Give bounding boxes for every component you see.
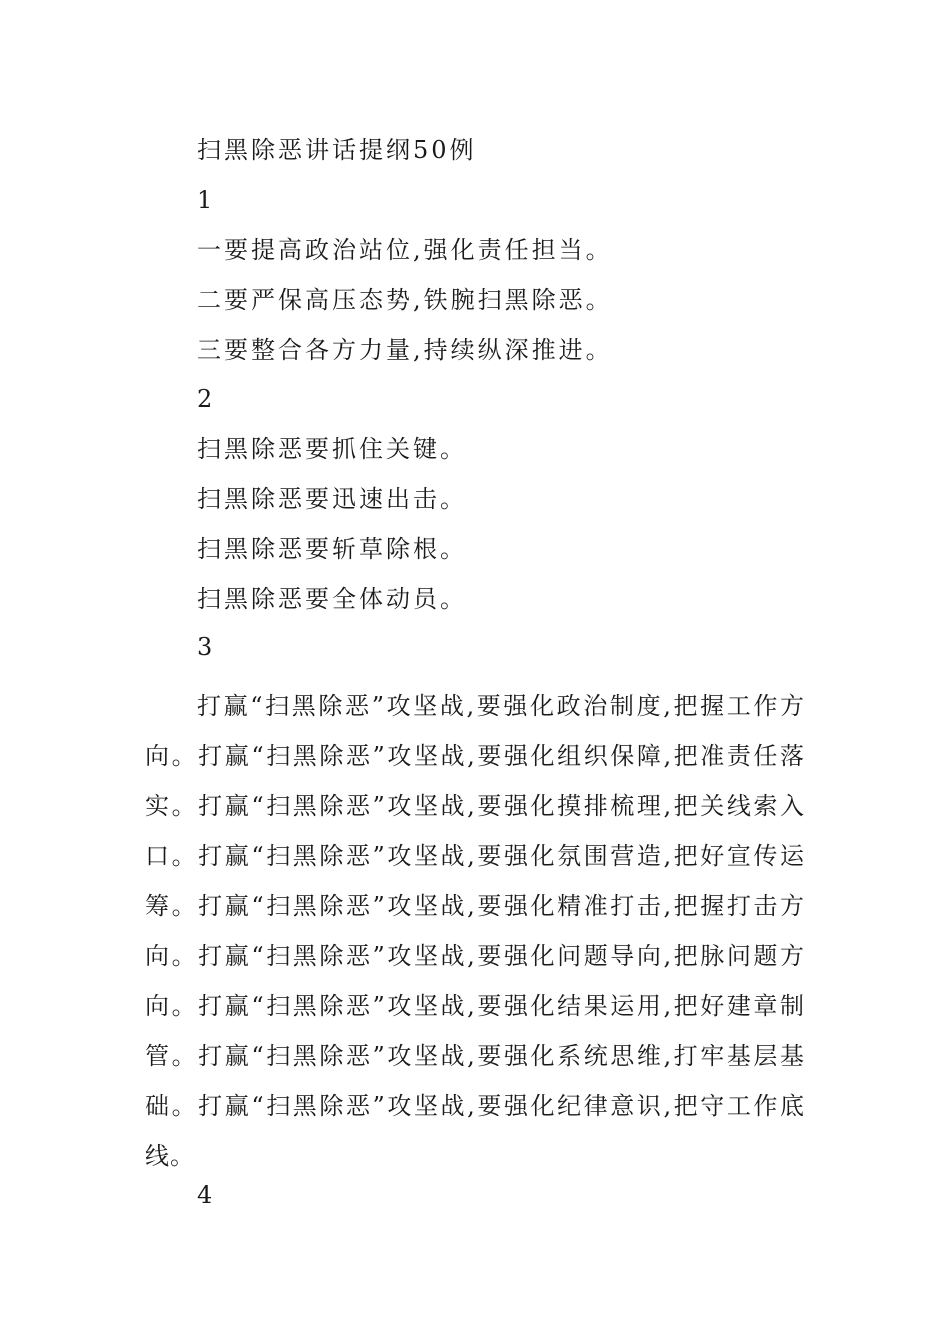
section-line: 二要严保高压态势,铁腕扫黑除恶。: [197, 286, 613, 314]
section-line: 三要整合各方力量,持续纵深推进。: [197, 336, 613, 364]
section-line: 扫黑除恶要斩草除根。: [197, 535, 467, 563]
section-line: 一要提高政治站位,强化责任担当。: [197, 236, 613, 264]
document-title: 扫黑除恶讲话提纲50例: [197, 136, 477, 164]
section-number: 4: [197, 1181, 213, 1209]
section-line: 扫黑除恶要抓住关键。: [197, 435, 467, 463]
section-line: 扫黑除恶要全体动员。: [197, 585, 467, 613]
section-number: 1: [197, 186, 213, 214]
section-number: 2: [197, 385, 213, 413]
section-paragraph: 打赢“扫黑除恶”攻坚战,要强化政治制度,把握工作方向。打赢“扫黑除恶”攻坚战,要强化组织保障,把准责任落实。打赢“扫黑除恶”攻坚战,要强化摸排梳理,把关线索入口。打赢“扫黑除恶”攻坚战,要强化氛围营造,把好宣传运筹。打赢“扫黑除恶”攻坚战,要强化精准打击,把握打击方向。打赢“扫黑除恶”攻坚战,要强化问题导向,把脉问题方向。打赢“扫黑除恶”攻坚战,要强化结果运用,把好建章制管。打赢“扫黑除恶”攻坚战,要强化系统思维,打牢基层基础。打赢“扫黑除恶”攻坚战,要强化纪律意识,把守工作底线。: [145, 692, 805, 1170]
section-number: 3: [197, 633, 213, 661]
section-line: 扫黑除恶要迅速出击。: [197, 485, 467, 513]
